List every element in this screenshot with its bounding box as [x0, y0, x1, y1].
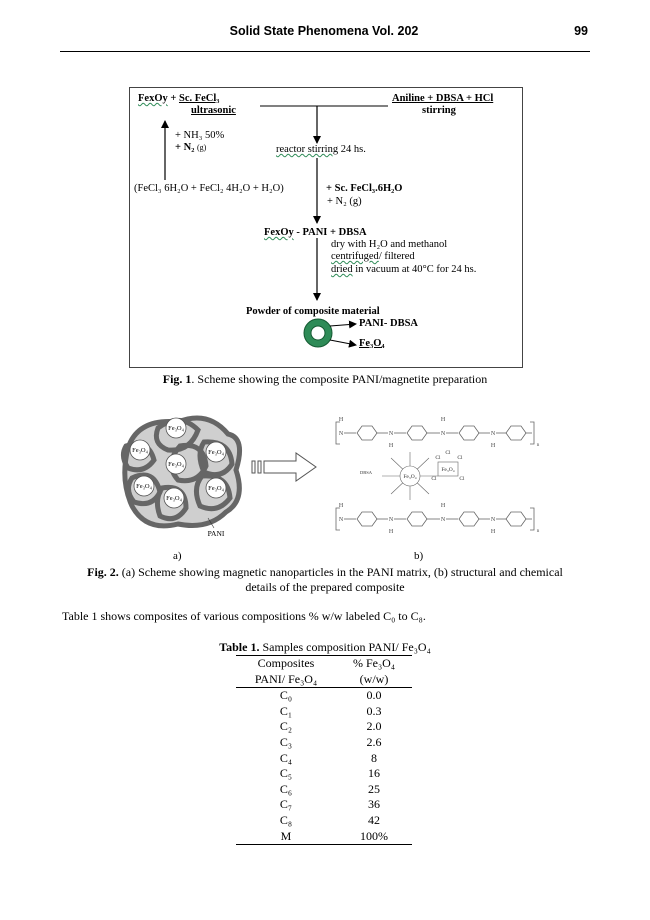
n2-gas: + N₂ (g)	[327, 196, 362, 207]
powder-label: Powder of composite material	[246, 306, 380, 317]
hydrogen-label: H	[440, 417, 446, 423]
arrow-core	[330, 340, 356, 345]
page-number: 99	[574, 24, 588, 38]
table-1	[236, 655, 412, 845]
fe3o4-percent-cell: 42	[368, 812, 380, 827]
nitrogen-label: N	[388, 517, 394, 523]
table-row	[236, 813, 412, 829]
shell-label: PANI- DBSA	[359, 318, 419, 329]
step-vacuum: dried in vacuum at 40°C for 24 hs.	[331, 264, 477, 275]
figure-1-caption: Fig. 1. Scheme showing the composite PANI/magnetite preparation	[162, 372, 488, 386]
nitrogen-label: N	[490, 517, 496, 523]
fe3o4-percent-cell: 8	[371, 750, 377, 765]
hydrogen-label: H	[490, 443, 496, 449]
nanoparticle-label: Fe₃O₄	[136, 483, 152, 490]
composite-cell: C₂	[279, 719, 293, 734]
reactor-stirring: reactor stirring 24 hs.	[276, 144, 366, 155]
hydrogen-label: H	[388, 529, 394, 535]
aniline-mixture: Aniline + DBSA + HCl	[392, 93, 494, 104]
chlorine-label: Cl	[435, 455, 441, 461]
hydrogen-label: H	[338, 417, 344, 423]
chlorine-label: Cl	[457, 455, 463, 461]
figure-2-scheme	[118, 408, 538, 548]
chlorine-label: Cl	[445, 450, 451, 456]
composite-particle-core	[311, 326, 325, 340]
figure-2-caption: Fig. 2. (a) Scheme showing magnetic nanoparticles in the PANI matrix, (b) structural and chemical details of the prepared composite	[87, 565, 563, 594]
chlorine-label: Cl	[431, 476, 437, 482]
fe3o4-percent-cell: 2.0	[366, 719, 382, 734]
nitrogen-label: N	[338, 517, 344, 523]
dbsa-label: DBSA	[359, 470, 373, 475]
nitrogen-label: N	[440, 431, 446, 437]
table-row	[236, 797, 412, 813]
running-header	[60, 24, 588, 44]
column-header: % Fe₃O₄	[352, 656, 396, 670]
cluster-label: Fe₃O₄	[441, 467, 455, 473]
nanoparticle-label: Fe₃O₄	[208, 449, 224, 456]
composite-cell: C₇	[279, 797, 293, 812]
table-header-row-1	[236, 656, 412, 672]
transform-arrow	[252, 453, 316, 481]
nitrogen-label: N	[490, 431, 496, 437]
nitrogen-label: N	[440, 517, 446, 523]
composite-cell: C₆	[279, 781, 293, 796]
step-dry: dry with H₂O and methanol	[331, 239, 448, 250]
composite-cell: C₃	[279, 734, 293, 749]
sc-fecl3-hydrate: + Sc. FeCl₃.6H₂O	[326, 183, 403, 194]
panel-a-label: a)	[173, 550, 182, 562]
column-header: Composites	[257, 656, 315, 670]
journal-title: Solid State Phenomena Vol. 202	[229, 24, 419, 38]
composite-cell: C₁	[279, 703, 293, 718]
fe3o4-percent-cell: 0.0	[366, 688, 382, 703]
table-row	[236, 735, 412, 751]
core-particle-label: Fe₃O₄	[403, 474, 417, 480]
composite-cell: C₅	[279, 766, 293, 781]
arrow-shell	[330, 324, 356, 326]
fe3o4-percent-cell: 0.3	[366, 703, 382, 718]
pani-chain-bottom	[336, 508, 534, 530]
pani-label: PANI	[207, 529, 225, 538]
nanoparticle-label: Fe₃O₄	[168, 425, 184, 432]
iron-salts: (FeCl₃ 6H₂O + FeCl₂ 4H₂O + H₂O)	[134, 183, 284, 194]
composite-cell: M	[280, 828, 292, 843]
repeat-subscript: n	[536, 529, 540, 534]
nh3-label: + NH₃ 50%	[175, 130, 225, 141]
composition-table	[236, 655, 412, 845]
figure-2-drawing	[118, 408, 538, 548]
stirring-label: stirring	[422, 105, 456, 116]
nitrogen-label: N	[338, 431, 344, 437]
ultrasonic-label: ultrasonic	[191, 105, 236, 116]
nanoparticle-label: Fe₃O₄	[132, 447, 148, 454]
table-row	[236, 829, 412, 845]
composite-cell: C₈	[279, 812, 293, 827]
column-header: (w/w)	[359, 671, 389, 686]
fe3o4-percent-cell: 100%	[360, 828, 388, 843]
fe3o4-percent-cell: 16	[368, 766, 380, 781]
table-row	[236, 766, 412, 782]
body-paragraph: Table 1 shows composites of various compositions % w/w labeled C₀ to C₈.	[62, 609, 426, 623]
hydrogen-label: H	[388, 443, 394, 449]
feoxy-pani-dbsa: FexOy - PANI + DBSA	[264, 227, 367, 238]
table-row	[236, 751, 412, 767]
panel-b-label: b)	[414, 550, 424, 562]
nanoparticle-label: Fe₃O₄	[208, 485, 224, 492]
header-rule	[60, 51, 590, 52]
table-body	[236, 688, 412, 845]
table-row	[236, 782, 412, 798]
nanoparticle-label: Fe₃O₄	[166, 495, 182, 502]
table-row	[236, 688, 412, 704]
fe3o4-percent-cell: 36	[368, 797, 380, 812]
table-1-caption: Table 1. Samples composition PANI/ Fe₃O₄	[219, 640, 431, 654]
table-header-row-2	[236, 672, 412, 688]
hydrogen-label: H	[338, 503, 344, 509]
composite-cell: C₀	[279, 688, 293, 703]
pani-chain-top	[336, 422, 534, 444]
chlorine-label: Cl	[459, 476, 465, 482]
nanoparticle-label: Fe₃O₄	[168, 461, 184, 468]
reactant-feoxy: FexOy + Sc. FeCl₃	[138, 93, 220, 104]
step-centrifuged: centrifuged/ filtered	[331, 251, 415, 262]
column-header: PANI/ Fe₃O₄	[254, 671, 318, 686]
figure-1-scheme	[129, 87, 523, 368]
fe3o4-percent-cell: 25	[368, 781, 380, 796]
hydrogen-label: H	[440, 503, 446, 509]
table-row	[236, 719, 412, 735]
fe3o4-percent-cell: 2.6	[366, 734, 382, 749]
nitrogen-label: N	[388, 431, 394, 437]
repeat-subscript: n	[536, 443, 540, 448]
n2-label: + N₂ (g)	[175, 142, 207, 153]
composite-cell: C₄	[279, 750, 293, 765]
core-label: Fe₃O₄	[359, 338, 385, 349]
hydrogen-label: H	[490, 529, 496, 535]
table-row	[236, 704, 412, 720]
